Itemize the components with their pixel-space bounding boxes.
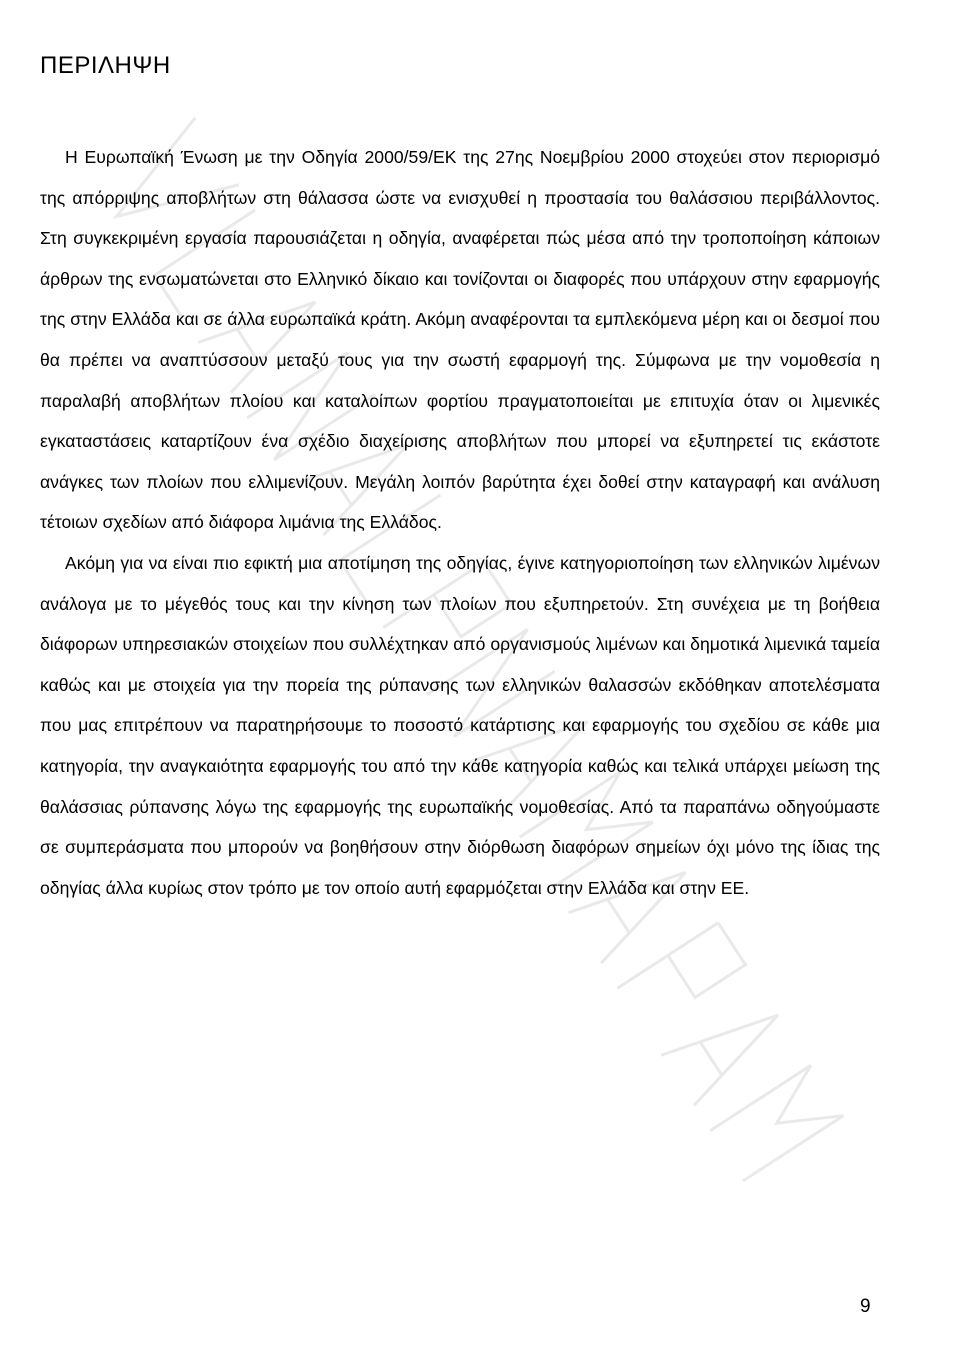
paragraph: Η Ευρωπαϊκή Ένωση με την Οδηγία 2000/59/ΕΚ της 27ης Νοεμβρίου 2000 στοχεύει στον περιορισμό της απόρριψης αποβλήτων στη θάλασσα ώστε να ενισχυθεί η προστασία του θαλάσσιου περιβάλλοντος. Στη συγκεκριμένη εργασία παρουσιάζεται η οδηγία, αναφέρεται πώς μέσα από την τροποποίηση κάποιων άρθρων της ενσωματώνεται στο Ελληνικό δίκαιο και τονίζονται οι διαφορές που υπάρχουν στην εφαρμογής της στην Ελλάδα και σε άλλα ευρωπαϊκά κράτη. Ακόμη αναφέρονται τα εμπλεκόμενα μέρη και οι δεσμοί που θα πρέπει να αναπτύσσουν μεταξύ τους για την σωστή εφαρμογή της. Σύμφωνα με την νομοθεσία η παραλαβή αποβλήτων πλοίου και καταλοίπων φορτίου πραγματοποιείται με επιτυχία όταν οι λιμενικές εγκαταστάσεις καταρτίζουν ένα σχέδιο διαχείρισης αποβλήτων που μπορεί να εξυπηρετεί τις εκάστοτε ανάγκες των πλοίων που ελλιμενίζουν. Μεγάλη λοιπόν βαρύτητα έχει δοθεί στην καταγραφή και ανάλυση τέτοιων σχεδίων από διάφορα λιμάνια της Ελλάδος. bbox=[40, 147, 880, 533]
page-title: ΠΕΡΙΛΗΨΗ bbox=[40, 52, 171, 79]
paragraph: Ακόμη για να είναι πιο εφικτή μια αποτίμηση της οδηγίας, έγινε κατηγοριοποίηση των ελληνικών λιμένων ανάλογα με το μέγεθός τους και την κίνηση των πλοίων που εξυπηρετούν. Στη συνέχεια με τη βοήθεια διάφορων υπηρεσιακών στοιχείων που συλλέχτηκαν από οργανισμούς λιμένων και δημοτικά λιμενικά ταμεία καθώς και με στοιχεία για την πορεία της ρύπανσης των ελληνικών θαλασσών εκδόθηκαν αποτελέσματα που μας επιτρέπουν να παρατηρήσουμε το ποσοστό κατάρτισης και εφαρμογής του σχεδίου σε κάθε μια κατηγορία, την αναγκαιότητα εφαρμογής του από την κάθε κατηγορία καθώς και τελικά υπάρχει μείωση της θαλάσσιας ρύπανσης λόγω της εφαρμογής της ευρωπαϊκής νομοθεσίας. Από τα παραπάνω οδηγούμαστε σε συμπεράσματα που μπορούν να βοηθήσουν στην διόρθωση διαφόρων σημείων όχι μόνο της ίδιας της οδηγίας άλλα κυρίως στον τρόπο με τον οποίο αυτή εφαρμόζεται στην Ελλάδα και στην ΕΕ. bbox=[40, 552, 880, 898]
document-body bbox=[40, 137, 880, 908]
page-number: 9 bbox=[860, 1296, 871, 1317]
